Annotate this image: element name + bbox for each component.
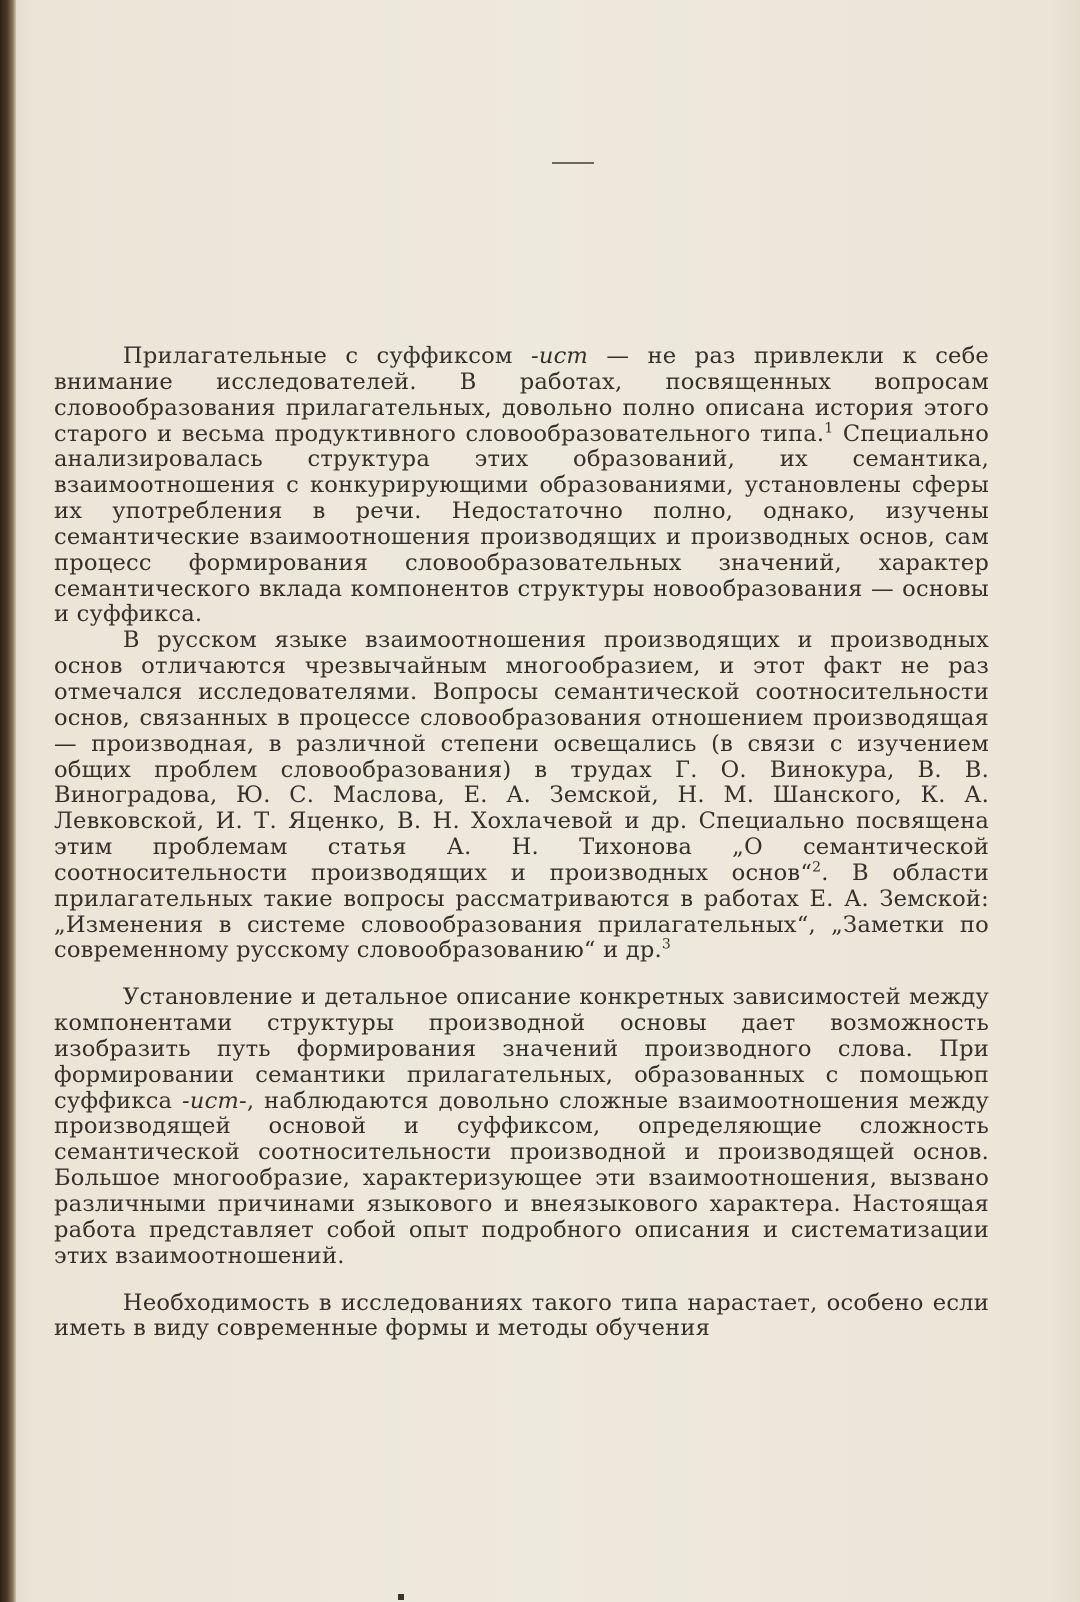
- paragraph: [54, 1291, 989, 1343]
- paragraph: [54, 985, 989, 1269]
- paragraph: [54, 628, 989, 964]
- text-run: , наблюдаются довольно сложные взаимоотношения между производящей основой и суффиксом, определяющие сложность семантической соотносительности производной и производящей основ. Большое многообразие, характеризующее эти взаимоотношения, вызвано различными причинами языкового и внеязыкового характера. Настоящая работа представляет собой опыт подробного описания и систематизации этих взаимоотношений.: [54, 1087, 989, 1269]
- text-run: Необходимость в исследованиях такого типа нарастает, особено если иметь в виду современные формы и методы обучения: [54, 1289, 989, 1342]
- paragraph: [54, 344, 989, 628]
- page-mark: [398, 1594, 404, 1600]
- body-text: [54, 344, 989, 1342]
- book-spine-edge: [0, 0, 16, 1602]
- header-dash: [552, 162, 594, 164]
- text-run: Специально анализировалась структура этих образований, их семантика, взаимоотношения с конкурирующими образованиями, установлены сферы их употребления в речи. Недостаточно полно, однако, изучены семантические взаимоотношения производящих и производных основ, сам процесс формирования словообразовательных значений, характер семантического вклада компонентов структуры новообразования — основы и суффикса.: [54, 420, 989, 628]
- suffix-term: -ист: [530, 343, 589, 369]
- footnote-marker: 2: [812, 859, 822, 876]
- text-run: — не раз привлекли к себе внимание исследователей. В работах, посвященных вопросам словообразования прилагательных, довольно полно описана история этого старого и весьма продуктивного словообразовательного типа.: [54, 343, 989, 447]
- suffix-term: -ист-: [181, 1087, 247, 1114]
- text-run: В русском языке взаимоотношения производящих и производных основ отличаются чрезвычайным многообразием, и этот факт не раз отмечался исследователями. Вопросы семантической соотносительности основ, связанных в процессе словообразования отношением производящая — производная, в различной степени освещались (в связи с изучением общих проблем словообразования) в трудах Г. О. Винокура, В. В. Виноградова, Ю. С. Маслова, Е. А. Земской, Н. М. Шанского, К. А. Левковской, И. Т. Яценко, В. Н. Хохлачевой и др. Специально посвящена этим проблемам статья А. Н. Тихонова „О семантической соотносительности производящих и производных основ“: [54, 627, 989, 886]
- text-run: Прилагательные с суффиксом: [122, 343, 531, 369]
- footnote-marker: 1: [824, 420, 834, 437]
- footnote-marker: 3: [661, 937, 671, 953]
- text-run: Установление и детальное описание конкретных зависимостей между компонентами структуры производной основы дает возможность изобразить путь формирования значений производного слова. При формировании семантики прилагательных, образованных с помощьюп суффикса: [54, 984, 989, 1114]
- text-run: . В области прилагательных такие вопросы рассматриваются в работах Е. А. Земской: „Изменения в системе словообразования прилагательных“, „Заметки по современному русскому словообразованию“ и др.: [54, 859, 989, 964]
